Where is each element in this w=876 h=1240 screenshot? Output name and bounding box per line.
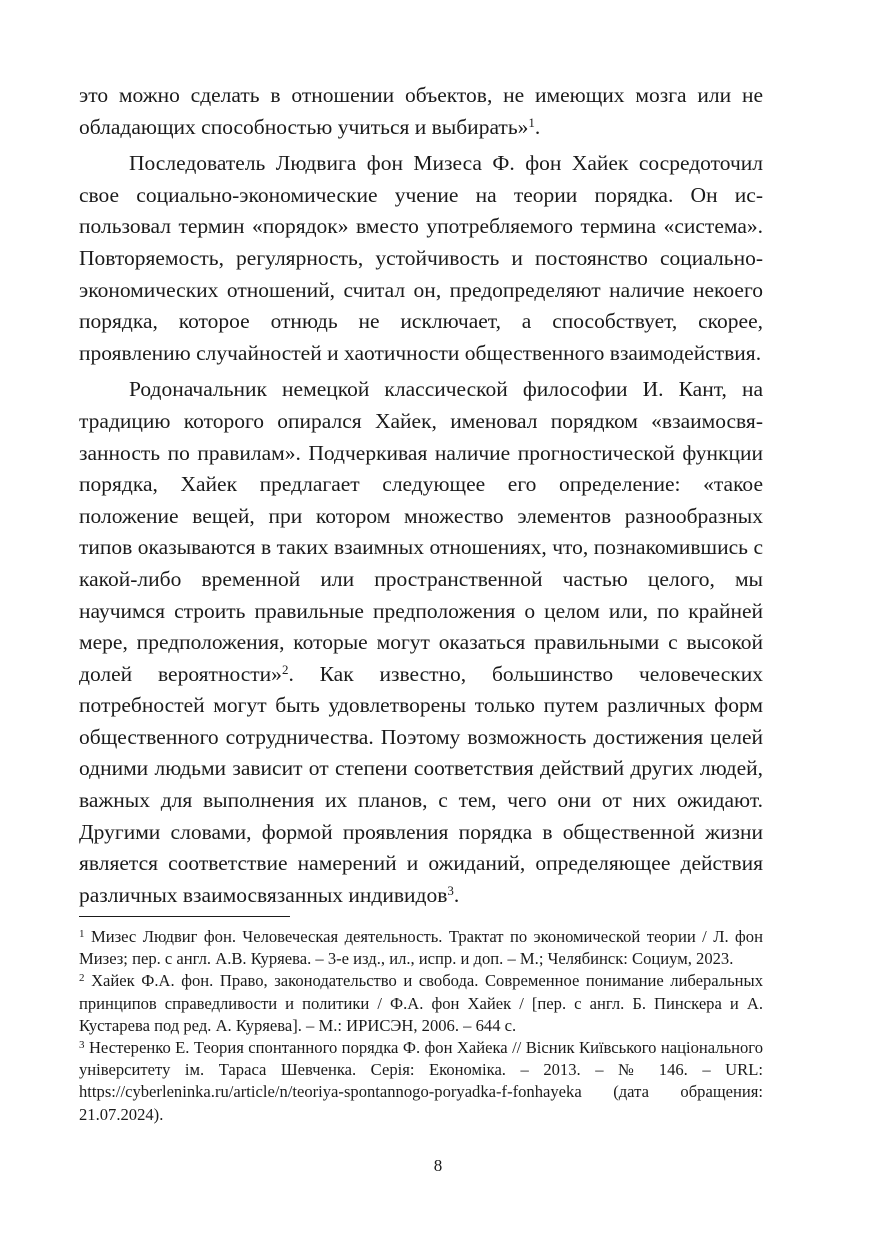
paragraph-continuation: это можно сделать в отношении объектов, не имеющих мозга или не обладающих способностью учиться и выбирать»$^1$.: [79, 83, 763, 139]
page-number: 8: [433, 1156, 443, 1175]
footnote-separator: [79, 916, 290, 917]
footnote-ref[interactable]: 2: [281, 661, 289, 677]
footnote-ref[interactable]: 3: [447, 882, 454, 898]
paragraph: Родоначальник немецкой классической философии И. Кант, на традицию которого опирался Хайек, именовал порядком «взаимосвязанность по правилам». Подчеркивая наличие прогностической функции порядка, Хайек предлагает следующее его определение: «такое положение вещей, при котором множество элементов разнообразных типов оказываются в таких взаимных отношениях, что, познакомившись с какой-либо временной или пространственной частью целого, мы научимся строить правильные предположения о целом или, по крайней мере, предположения, которые могут оказаться правильными с высокой долей вероятности»$^2$. Как известно, большинство человеческих потребностей могут быть удовлетворены только путем различных форм общественного сотрудничества. Поэтому возможность достижения целей одними людьми зависит от степени соответствия действий других людей, важных для выполнения их планов, с тем, чего они от них ожидают. Другими словами, формой проявления порядка в общественной жизни является соответствие намерений и ожиданий, определяющее действия различных взаимосвязанных индивидов$^3$.: [79, 377, 763, 907]
footnote-ref[interactable]: 1: [528, 114, 535, 130]
footnote-item: $^3$ Нестеренко Е. Теория спонтанного порядка Ф. фон Хайека // Вісник Київського національного університету ім. Тараса Шевченка. Серія: Економіка. – 2013. – № 146. – URL: https://cyberleninka.ru/article/n/teoriya-spontannogo-poryadka-f-fonhayeka (дата обращения: 21.07.2024).: [79, 1038, 763, 1124]
footnote-item: $^1$ Мизес Людвиг фон. Человеческая деятельность. Трактат по экономической теории / Л. фон Мизез; пер. с англ. А.В. Куряева. – 3-е изд., ил., испр. и доп. – М.; Челябинск: Социум, 2023.: [79, 927, 763, 969]
main-text: [79, 80, 763, 911]
footnotes: [79, 926, 763, 1126]
footnote-item: $^2$ Хайек Ф.А. фон. Право, законодательство и свобода. Современное понимание либеральных принципов справедливости и политики / Ф.А. фон Хайек / [пер. с англ. Б. Пинскера и А. Кустарева под ред. А. Куряева]. – М.: ИРИСЭН, 2006. – 644 с.: [79, 971, 763, 1035]
paragraph: Последователь Людвига фон Мизеса Ф. фон Хайек сосредоточил свое социально-экономические учение на теории порядка. Он использовал термин «порядок» вместо употребляемого термина «система». Повторяемость, регулярность, устойчивость и постоянство социально-экономических отношений, считал он, предопределяют наличие некоего порядка, которое отнюдь не исключает, а способствует, скорее, проявлению случайностей и хаотичности общественного взаимодействия.: [79, 151, 763, 365]
